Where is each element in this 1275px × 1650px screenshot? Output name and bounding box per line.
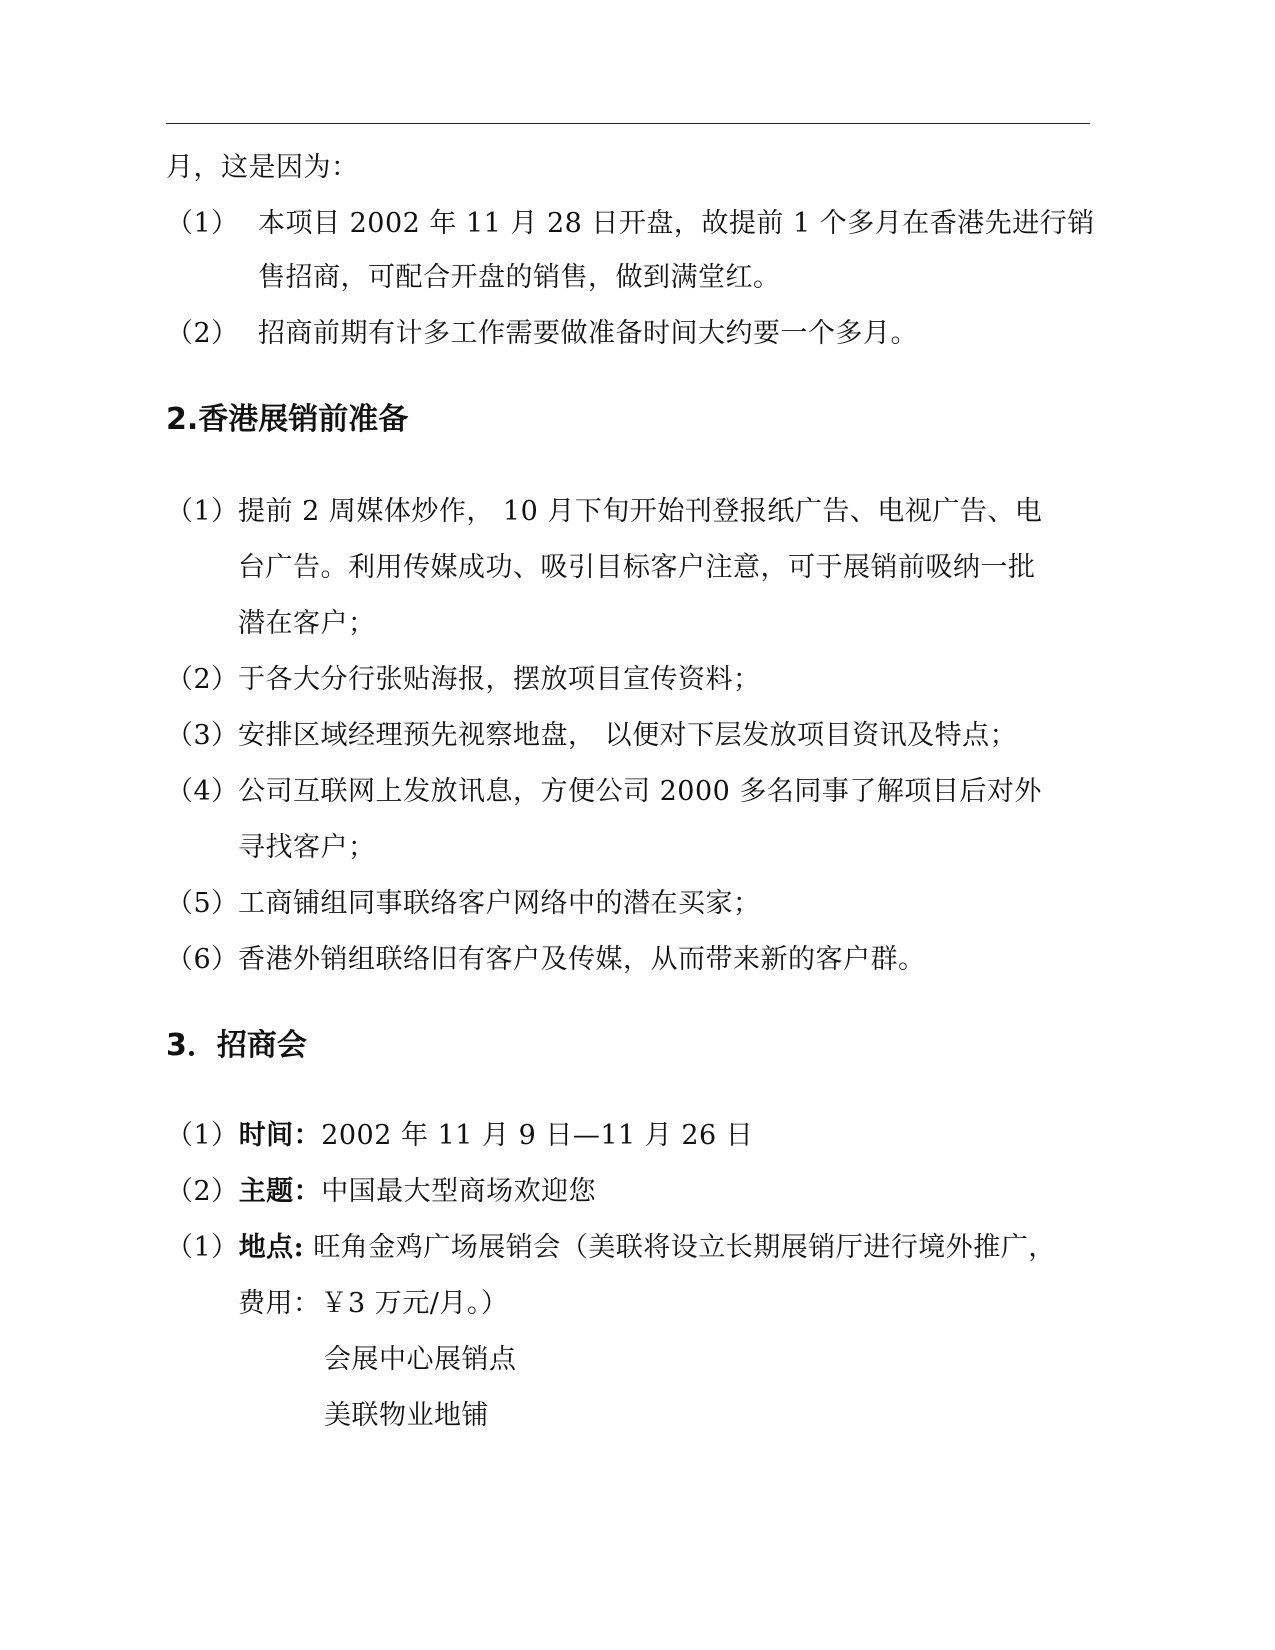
s3-item-3-text: 旺角金鸡广场展销会（美联将设立长期展销厅进行境外推广， (304, 1232, 1056, 1263)
s2-item-6-num: （6） (166, 944, 239, 975)
s3-item-2-num: （2） (166, 1176, 239, 1207)
s2-item-4-line-2: 寻找客户； (238, 832, 376, 863)
s3-item-1-text: 2002 年 11 月 9 日—11 月 26 日 (321, 1120, 754, 1151)
section-3-title: 3．招商会 (166, 1028, 307, 1063)
s3-item-2-text: 中国最大型商场欢迎您 (321, 1176, 597, 1207)
s2-item-3-line-1: 安排区域经理预先视察地盘， 以便对下层发放项目资讯及特点； (238, 720, 1018, 751)
intro-item-2-num: （2） (166, 318, 239, 349)
s3-item-3-label: 地点: (238, 1232, 305, 1263)
section-2-title: 2.香港展销前准备 (166, 402, 409, 437)
s2-item-5-line-1: 工商铺组同事联络客户网络中的潜在买家； (238, 888, 761, 919)
s3-item-3-sub-1: 会展中心展销点 (324, 1344, 517, 1375)
s2-item-1-num: （1） (166, 496, 239, 527)
s3-item-1 (166, 1118, 753, 1154)
intro-item-1-line-1: 本项目 2002 年 11 月 28 日开盘，故提前 1 个多月在香港先进行销 (258, 208, 1095, 239)
intro-item-1-num: （1） (166, 208, 239, 239)
intro-item-2-line-1: 招商前期有计多工作需要做准备时间大约要一个多月。 (258, 318, 918, 349)
s3-item-1-num: （1） (166, 1120, 239, 1151)
s3-item-3-cont: 费用：￥3 万元/月。） (238, 1288, 509, 1319)
s3-item-3-num: （1） (166, 1232, 239, 1263)
intro-item-1-line-2: 售招商，可配合开盘的销售，做到满堂红。 (258, 262, 781, 293)
s2-item-2-line-1: 于各大分行张贴海报，摆放项目宣传资料； (238, 664, 761, 695)
s2-item-1-line-3: 潜在客户； (238, 608, 376, 639)
s3-item-2 (166, 1174, 596, 1210)
s3-item-2-label: 主题： (238, 1176, 322, 1207)
s2-item-6-line-1: 香港外销组联络旧有客户及传媒，从而带来新的客户群。 (238, 944, 926, 975)
intro-line: 月，这是因为： (166, 152, 359, 183)
s2-item-1-line-2: 台广告。利用传媒成功、吸引目标客户注意，可于展销前吸纳一批 (238, 552, 1036, 583)
s2-item-4-num: （4） (166, 776, 239, 807)
header-rule (166, 123, 1090, 124)
s2-item-3-num: （3） (166, 720, 239, 751)
s2-item-5-num: （5） (166, 888, 239, 919)
s2-item-2-num: （2） (166, 664, 239, 695)
s3-item-3-sub-2: 美联物业地铺 (324, 1400, 489, 1431)
s2-item-4-line-1: 公司互联网上发放讯息，方便公司 2000 多名同事了解项目后对外 (238, 776, 1042, 807)
s2-item-1-line-1: 提前 2 周媒体炒作， 10 月下旬开始刊登报纸广告、电视广告、电 (238, 496, 1043, 527)
s3-item-1-label: 时间： (238, 1120, 322, 1151)
s3-item-3 (166, 1230, 1056, 1266)
